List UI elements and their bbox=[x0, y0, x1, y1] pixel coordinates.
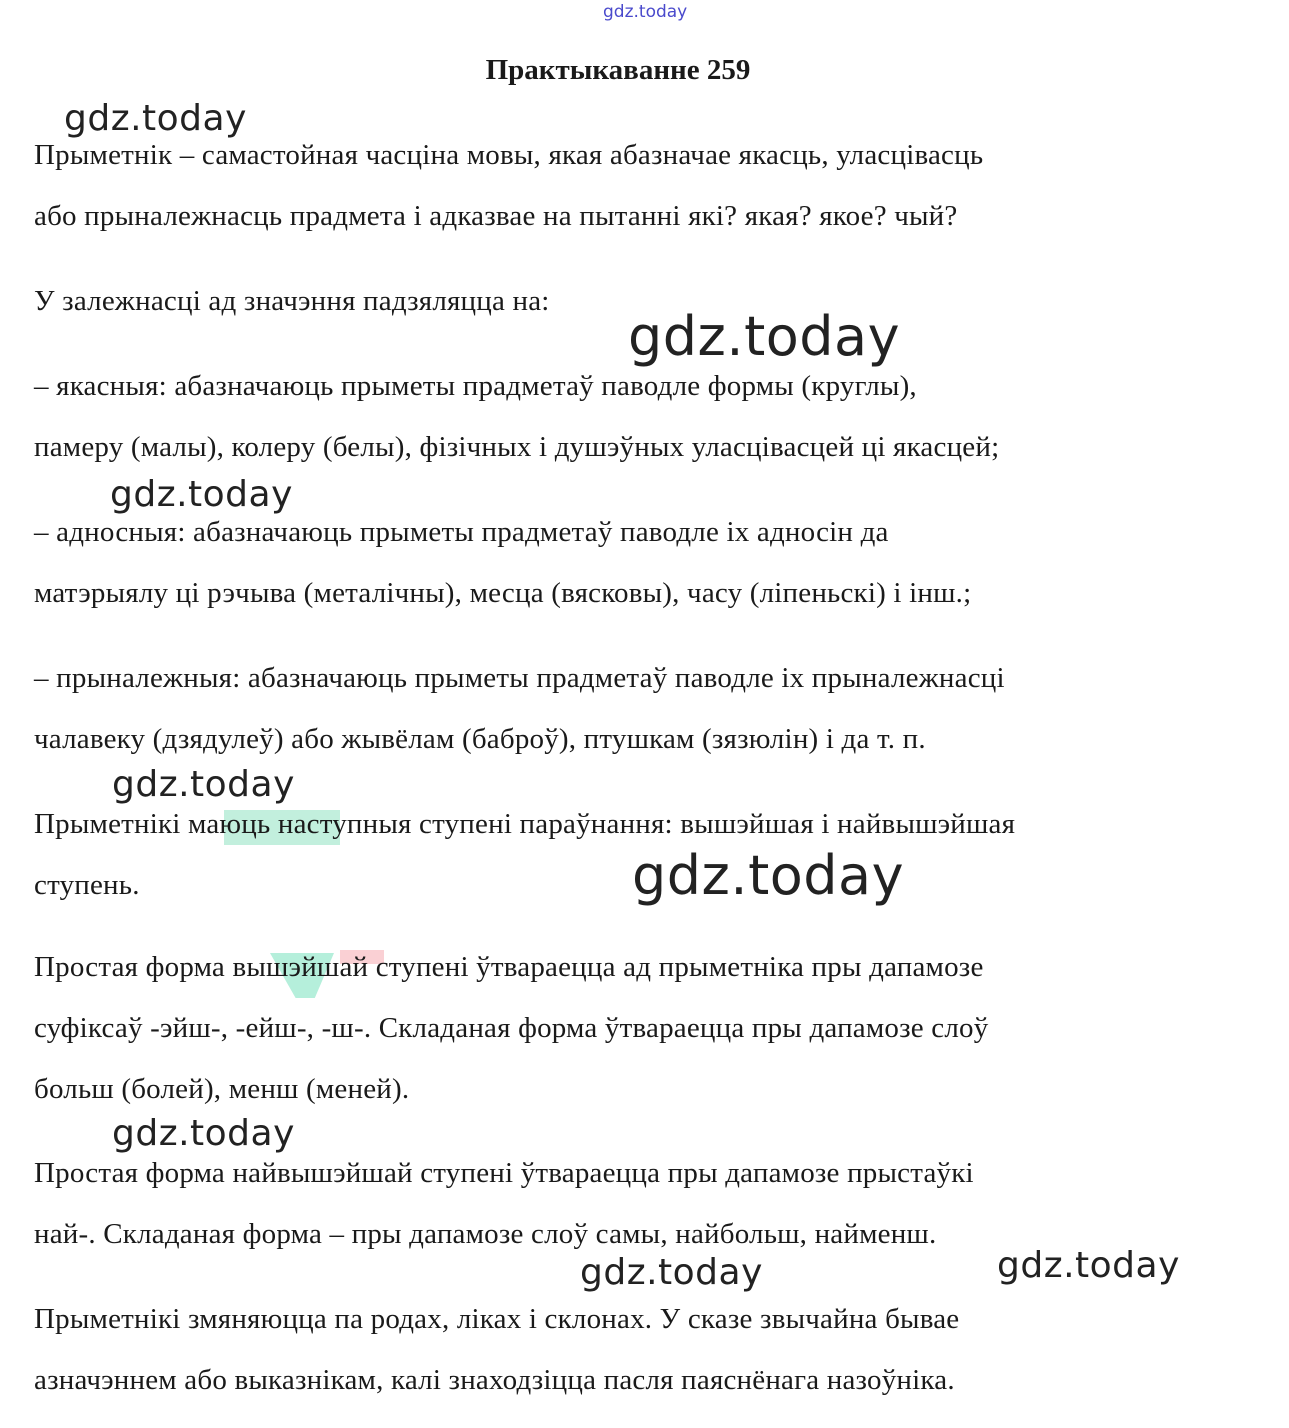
watermark: gdz.today bbox=[580, 1252, 763, 1293]
watermark: gdz.today bbox=[632, 844, 905, 907]
text-line: Прыметнік – самастойная часціна мовы, якая абазначае якасць, уласцівасць bbox=[34, 139, 984, 171]
text-line: або прыналежнасць прадмета і адказвае на пытанні які? якая? якое? чый? bbox=[34, 200, 958, 232]
text-line: Прыметнікі змяняюцца па родах, ліках і склонах. У сказе звычайна бывае bbox=[34, 1303, 960, 1335]
text-line: чалавеку (дзядулеў) або жывёлам (баброў), птушкам (зязюлін) і да т. п. bbox=[34, 723, 926, 755]
watermark: gdz.today bbox=[64, 98, 247, 139]
text-line: У залежнасці ад значэння падзяляцца на: bbox=[34, 285, 550, 317]
page-title: Практыкаванне 259 bbox=[485, 54, 751, 86]
watermark: gdz.today bbox=[110, 474, 293, 515]
text-line: Прыметнікі маюць наступныя ступені параўнання: вышэйшая і найвышэйшая bbox=[34, 808, 1016, 840]
text-line: суфіксаў -эйш-, -ейш-, -ш-. Складаная форма ўтвараецца пры дапамозе слоў bbox=[34, 1012, 989, 1044]
text-line: больш (болей), менш (меней). bbox=[34, 1073, 410, 1105]
watermark-top: gdz.today bbox=[603, 2, 688, 22]
watermark: gdz.today bbox=[112, 1113, 295, 1154]
text-line: – якасныя: абазначаюць прыметы прадметаў паводле формы (круглы), bbox=[34, 370, 917, 402]
text-line: азначэннем або выказнікам, калі знаходзіцца пасля паяснёнага назоўніка. bbox=[34, 1364, 955, 1396]
watermark: gdz.today bbox=[997, 1245, 1180, 1286]
text-line: Простая форма вышэйшай ступені ўтвараецца ад прыметніка пры дапамозе bbox=[34, 951, 984, 983]
text-line: матэрыялу ці рэчыва (металічны), месца (вясковы), часу (ліпеньскі) і інш.; bbox=[34, 577, 972, 609]
text-line: памеру (малы), колеру (белы), фізічных і душэўных уласцівасцей ці якасцей; bbox=[34, 431, 1000, 463]
text-line: Простая форма найвышэйшай ступені ўтвараецца пры дапамозе прыстаўкі bbox=[34, 1157, 974, 1189]
text-line: – прыналежныя: абазначаюць прыметы прадметаў паводле іх прыналежнасці bbox=[34, 662, 1005, 694]
watermark: gdz.today bbox=[112, 764, 295, 805]
watermark: gdz.today bbox=[628, 305, 901, 368]
text-line: – адносныя: абазначаюць прыметы прадметаў паводле іх адносін да bbox=[34, 516, 889, 548]
text-line: ступень. bbox=[34, 869, 140, 901]
text-line: най-. Складаная форма – пры дапамозе слоў самы, найбольш, найменш. bbox=[34, 1218, 937, 1250]
